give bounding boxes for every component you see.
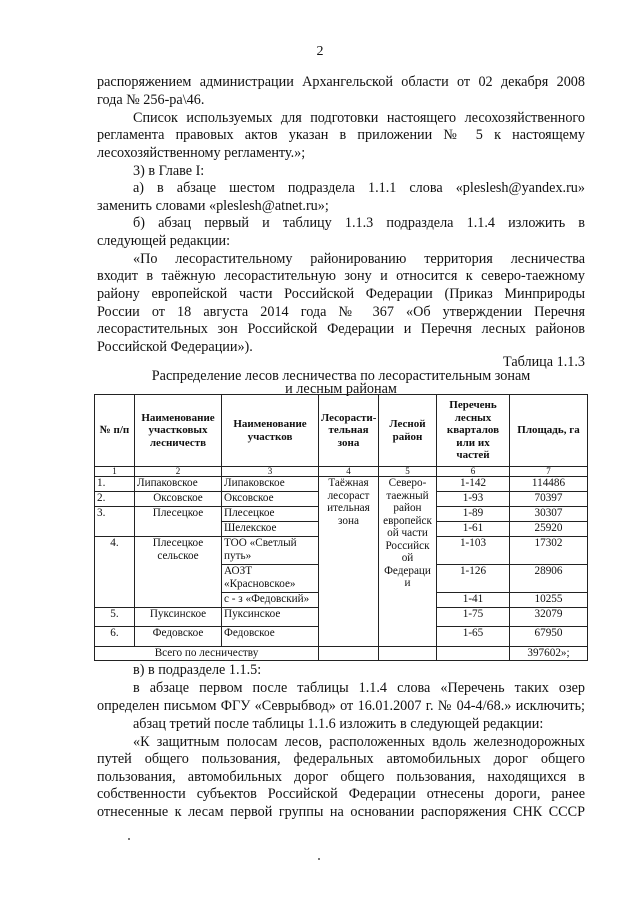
header-cell: Наименование участковых лесничеств [135, 395, 222, 467]
area-cell: 28906 [510, 565, 588, 593]
paragraph-line: абзац третий после таблицы 1.1.6 изложить в следующей редакции: [133, 716, 544, 732]
site-name: АОЗТ «Красновское» [222, 565, 319, 593]
area-cell: 70397 [510, 492, 588, 507]
row-number: 3. [95, 507, 135, 537]
site-name: Оксовское [222, 492, 319, 507]
column-number: 1 [95, 467, 135, 477]
area-cell: 25920 [510, 522, 588, 537]
quarters-cell: 1-103 [437, 537, 510, 565]
paragraph-line: 3) в Главе I: [133, 163, 205, 179]
paragraph-line: путей общего пользования, федеральных автомобильных дорог общего [97, 751, 585, 767]
paragraph-line: «К защитным полосам лесов, расположенных вдоль железнодорожных [133, 734, 585, 750]
column-number: 2 [135, 467, 222, 477]
paragraph-line: лесорастительных зон Российской Федерации и Перечня лесных районов [97, 321, 585, 337]
table-title: и лесным районам [285, 381, 397, 397]
paragraph-line: Список используемых для подготовки настоящего лесохозяйственного [133, 110, 585, 126]
forest-distribution-table [94, 394, 588, 661]
area-cell: 67950 [510, 627, 588, 647]
column-number: 5 [379, 467, 437, 477]
row-number: 5. [95, 608, 135, 627]
area-cell: 32079 [510, 608, 588, 627]
paragraph-line: входит в таёжную лесорастительную зону и относится к северо-таежному [97, 268, 585, 284]
site-name: с - з «Федовский» [222, 593, 319, 608]
column-number: 7 [510, 467, 588, 477]
total-area: 397602»; [510, 647, 588, 661]
header-cell: Наименование участков [222, 395, 319, 467]
forestry-name: Оксовское [135, 492, 222, 507]
scan-speck [128, 838, 130, 840]
paragraph-line: а) в абзаце шестом подраздела 1.1.1 слова «pleslesh@yandex.ru» [133, 180, 585, 196]
paragraph-line: отнесенные к лесам первой группы на основании распоряжения СНК СССР [97, 804, 585, 820]
table-header-row [95, 395, 588, 467]
area-cell: 114486 [510, 477, 588, 492]
quarters-cell: 1-65 [437, 627, 510, 647]
zone-cell: Таёжная лесораст ительная зона [319, 477, 379, 647]
forestry-name: Федовское [135, 627, 222, 647]
area-cell: 17302 [510, 537, 588, 565]
paragraph-line: России от 18 августа 2014 года № 367 «Об утверждении Перечня [97, 304, 585, 320]
header-cell: Лесной район [379, 395, 437, 467]
row-number: 6. [95, 627, 135, 647]
paragraph-line: года № 256-ра\46. [97, 92, 205, 108]
paragraph-line: б) абзац первый и таблицу 1.1.3 подраздела 1.1.4 изложить в [133, 215, 585, 231]
paragraph-line: пользования, автомобильных дорог общего пользования, находящихся в [97, 769, 585, 785]
site-name: Липаковское [222, 477, 319, 492]
site-name: Шелекское [222, 522, 319, 537]
empty-cell [319, 647, 379, 661]
row-number: 4. [95, 537, 135, 608]
paragraph-line: определен письмом ФГУ «Севрыбвод» от 16.01.2007 г. № 04-4/68.» исключить; [97, 698, 585, 714]
forestry-name: Пуксинское [135, 608, 222, 627]
paragraph-line: заменить словами «pleslesh@atnet.ru»; [97, 198, 329, 214]
quarters-cell: 1-61 [437, 522, 510, 537]
site-name: Плесецкое [222, 507, 319, 522]
paragraph-line: «По лесорастительному районированию территория лесничества [133, 251, 585, 267]
forestry-name: Плесецкое [135, 507, 222, 537]
empty-cell [379, 647, 437, 661]
district-cell: Северо-таежный район европейск ой части Российск ой Федераци и [379, 477, 437, 647]
empty-cell [437, 647, 510, 661]
quarters-cell: 1-89 [437, 507, 510, 522]
scan-speck [318, 858, 320, 860]
column-number: 6 [437, 467, 510, 477]
quarters-cell: 1-41 [437, 593, 510, 608]
row-number: 1. [95, 477, 135, 492]
page-number: 2 [316, 44, 324, 59]
forestry-name: Плесецкое сельское [135, 537, 222, 608]
header-cell: Площадь, га [510, 395, 588, 467]
site-name: Федовское [222, 627, 319, 647]
site-name: Пуксинское [222, 608, 319, 627]
paragraph-line: следующей редакции: [97, 233, 231, 249]
area-cell: 30307 [510, 507, 588, 522]
site-name: ТОО «Светлый путь» [222, 537, 319, 565]
column-number-row [95, 467, 588, 477]
header-cell: № п/п [95, 395, 135, 467]
table-total-row [95, 647, 588, 661]
total-label: Всего по лесничеству [95, 647, 319, 661]
table-label: Таблица 1.1.3 [503, 354, 585, 370]
header-cell: Лесорасти-тельная зона [319, 395, 379, 467]
quarters-cell: 1-93 [437, 492, 510, 507]
area-cell: 10255 [510, 593, 588, 608]
column-number: 3 [222, 467, 319, 477]
paragraph-line: району европейской части Российской Федерации (Приказ Минприроды [97, 286, 585, 302]
table-row [95, 477, 588, 492]
column-number: 4 [319, 467, 379, 477]
paragraph-line: лесохозяйственному регламенту.»; [97, 145, 306, 161]
paragraph-line: собственности субъектов Российской Федерации отнесены дороги, ранее [97, 786, 585, 802]
table-title: Распределение лесов лесничества по лесорастительным зонам [151, 368, 531, 384]
paragraph-line: в) в подразделе 1.1.5: [133, 662, 262, 678]
paragraph-line: Российской Федерации»). [97, 339, 253, 355]
paragraph-line: в абзаце первом после таблицы 1.1.4 слова «Перечень таких озер [133, 680, 585, 696]
header-cell: Перечень лесных кварталов или их частей [437, 395, 510, 467]
forestry-name: Липаковское [135, 477, 222, 492]
quarters-cell: 1-142 [437, 477, 510, 492]
row-number: 2. [95, 492, 135, 507]
quarters-cell: 1-75 [437, 608, 510, 627]
quarters-cell: 1-126 [437, 565, 510, 593]
paragraph-line: регламента правовых актов указан в приложении № 5 к настоящему [97, 127, 585, 143]
paragraph-line: распоряжением администрации Архангельской области от 02 декабря 2008 [97, 74, 585, 90]
